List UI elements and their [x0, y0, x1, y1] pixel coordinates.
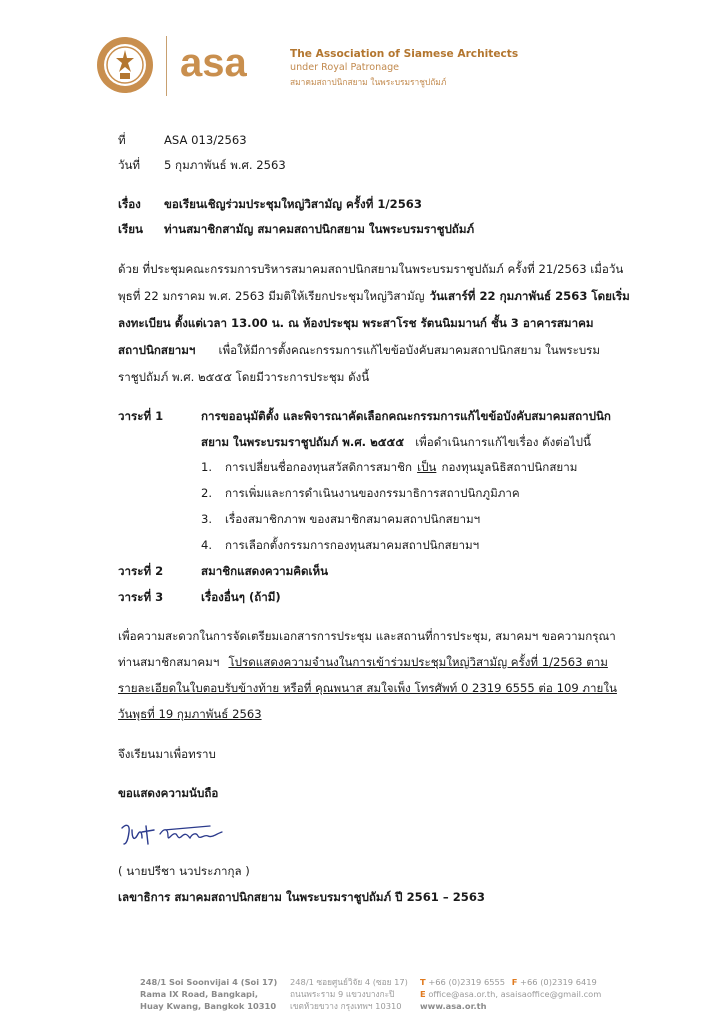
subitem-1	[225, 454, 577, 481]
to-value: ท่านสมาชิกสามัญ สมาคมสถาปนิกสยาม ในพระบรมราชูปถัมภ์	[164, 222, 475, 236]
subitem-4-text: การเลือกตั้งกรรมการกองทุนสมาคมสถาปนิกสยามฯ	[225, 538, 480, 552]
to-label: เรียน	[118, 222, 143, 236]
subject-label: เรื่อง	[118, 197, 141, 211]
fax-number: +66 (0)2319 6419	[520, 977, 597, 987]
agenda-1-line-1: การขออนุมัติตั้ง และพิจารณาคัดเลือกคณะกรรมการแก้ไขข้อบังคับสมาคมสถาปนิก	[201, 409, 611, 423]
footer-address-th-2: ถนนพระราม 9 แขวงบางกะปิ	[290, 989, 395, 999]
subitem-4-number: 4.	[201, 538, 213, 552]
closing-line-4: วันพุธที่ 19 กุมภาพันธ์ 2563	[118, 707, 262, 721]
date-label: วันที่	[118, 158, 141, 172]
closing-notice: จึงเรียนมาเพื่อทราบ	[118, 747, 216, 761]
intro-meeting-date: วันเสาร์ที่ 22 กุมภาพันธ์ 2563 โดยเริ่ม	[429, 289, 630, 303]
agenda-3-label: วาระที่ 3	[118, 590, 164, 604]
closing-line-2-underlined: โปรดแสดงความจำนงในการเข้าร่วมประชุมใหญ่วิสามัญ ครั้งที่ 1/2563 ตาม	[228, 655, 608, 669]
intro-line-2	[118, 283, 630, 310]
footer-address-th-3: เขตห้วยขวาง กรุงเทพฯ 10310	[290, 1001, 402, 1011]
org-name-th: สมาคมสถาปนิกสยาม ในพระบรมราชูปถัมภ์	[290, 77, 447, 87]
closing-line-2-text: ท่านสมาชิกสมาคมฯ	[118, 655, 220, 669]
ref-label: ที่	[118, 133, 126, 147]
signature-image	[118, 814, 240, 858]
agenda-1-line-2	[201, 429, 591, 456]
intro-line-1: ด้วย ที่ประชุมคณะกรรมการบริหารสมาคมสถาปนิกสยามในพระบรมราชูปถัมภ์ ครั้งที่ 21/2563 เมื่อวัน	[118, 262, 624, 276]
subitem-1-underlined: เป็น	[417, 460, 437, 474]
header-divider	[166, 36, 167, 96]
intro-line-5: ราชูปถัมภ์ พ.ศ. ๒๕๕๕ โดยมีวาระการประชุม ดังนี้	[118, 370, 370, 384]
subitem-3-number: 3.	[201, 512, 213, 526]
date-value: 5 กุมภาพันธ์ พ.ศ. 2563	[164, 158, 286, 172]
footer-website[interactable]: www.asa.or.th	[420, 1001, 487, 1011]
email-label: E	[420, 989, 426, 999]
subitem-2-text: การเพิ่มและการดำเนินงานของกรรมาธิการสถาปนิกภูมิภาค	[225, 486, 520, 500]
asa-seal-logo	[96, 36, 154, 94]
intro-line-3: ลงทะเบียน ตั้งแต่เวลา 13.00 น. ณ ห้องประชุม พระสาโรช รัตนนิมมานก์ ชั้น 3 อาคารสมาคม	[118, 316, 594, 330]
asa-wordmark-logo	[178, 43, 266, 85]
subitem-1-text-a: การเปลี่ยนชื่อกองทุนสวัสดิการสมาชิก	[225, 460, 413, 474]
footer-address-th-1: 248/1 ซอยศูนย์วิจัย 4 (ซอย 17)	[290, 977, 408, 987]
org-patronage-en: under Royal Patronage	[290, 62, 400, 73]
footer-address-en-2: Rama IX Road, Bangkapi,	[140, 989, 258, 999]
subitem-1-number: 1.	[201, 460, 213, 474]
intro-line-4-text: เพื่อให้มีการตั้งคณะกรรมการแก้ไขข้อบังคับสมาคมสถาปนิกสยาม ในพระบรม	[218, 343, 601, 357]
signer-title: เลขาธิการ สมาคมสถาปนิกสยาม ในพระบรมราชูปถัมภ์ ปี 2561 – 2563	[118, 890, 485, 904]
footer-address-en-3: Huay Kwang, Bangkok 10310	[140, 1001, 277, 1011]
subitem-2-number: 2.	[201, 486, 213, 500]
footer-address-en-1: 248/1 Soi Soonvijai 4 (Soi 17)	[140, 977, 278, 987]
asa-wordmark-text: asa	[180, 43, 247, 85]
intro-line-4	[118, 337, 600, 364]
intro-line-2-text: พุธที่ 22 มกราคม พ.ศ. 2563 มีมติให้เรียกประชุมใหญ่วิสามัญ	[118, 289, 425, 303]
agenda-1-line-2-text: เพื่อดำเนินการแก้ไขเรื่อง ดังต่อไปนี้	[415, 435, 591, 449]
regards: ขอแสดงความนับถือ	[118, 786, 219, 800]
signer-name: ( นายปรีชา นวประภากุล )	[118, 864, 250, 878]
subject-value: ขอเรียนเชิญร่วมประชุมใหญ่วิสามัญ ครั้งที่ 1/2563	[164, 197, 422, 211]
closing-line-1: เพื่อความสะดวกในการจัดเตรียมเอกสารการประชุม และสถานที่การประชุม, สมาคมฯ ขอความกรุณา	[118, 629, 616, 643]
org-name-en: The Association of Siamese Architects	[290, 48, 519, 60]
footer-phone-fax	[420, 976, 597, 988]
intro-line-4-venue: สถาปนิกสยามฯ	[118, 343, 196, 357]
closing-line-3: รายละเอียดในใบตอบรับข้างท้าย หรือที่ คุณพนาส สมใจเพ็ง โทรศัพท์ 0 2319 6555 ต่อ 109 ภายใน	[118, 681, 617, 695]
agenda-2-text: สมาชิกแสดงความคิดเห็น	[201, 564, 329, 578]
agenda-2-label: วาระที่ 2	[118, 564, 164, 578]
footer-email	[420, 988, 601, 1000]
agenda-3-text: เรื่องอื่นๆ (ถ้ามี)	[201, 590, 281, 604]
subitem-1-text-b: กองทุนมูลนิธิสถาปนิกสยาม	[441, 460, 578, 474]
ref-value: ASA 013/2563	[164, 133, 247, 147]
fax-label: F	[511, 977, 518, 987]
agenda-1-label: วาระที่ 1	[118, 409, 164, 423]
email-value[interactable]: office@asa.or.th, asaisaoffice@gmail.com	[428, 989, 602, 999]
agenda-1-line-2-bold: สยาม ในพระบรมราชูปถัมภ์ พ.ศ. ๒๕๕๕	[201, 435, 405, 449]
phone-label: T	[420, 977, 426, 987]
subitem-3-text: เรื่องสมาชิกภาพ ของสมาชิกสมาคมสถาปนิกสยามฯ	[225, 512, 481, 526]
closing-line-2	[118, 649, 608, 676]
phone-number: +66 (0)2319 6555	[428, 977, 506, 987]
